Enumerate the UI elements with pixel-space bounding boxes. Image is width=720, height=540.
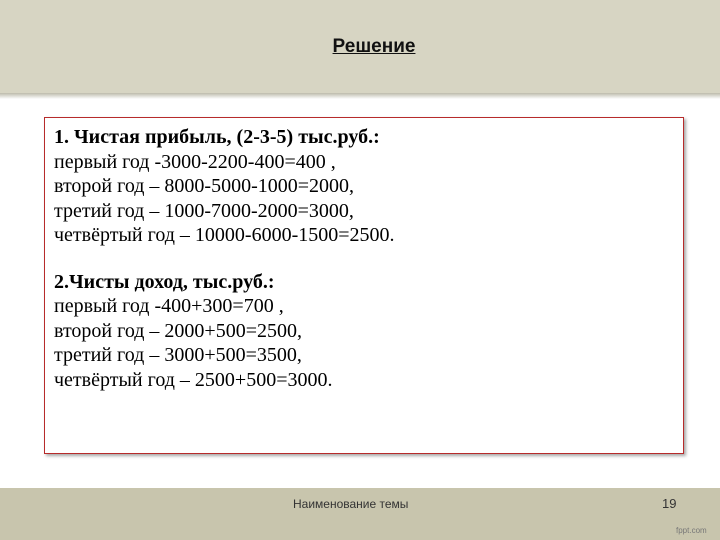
year-line: первый год -400+300=700 , xyxy=(54,295,284,317)
section-net-income xyxy=(54,270,683,393)
footer-topic: Наименование темы xyxy=(293,497,409,511)
section-heading: 1. Чистая прибыль, (2-3-5) тыс.руб.: xyxy=(54,126,380,148)
year-line: третий год – 3000+500=3500, xyxy=(54,344,302,366)
page-number: 19 xyxy=(662,496,677,511)
year-line: второй год – 2000+500=2500, xyxy=(54,319,302,342)
year-line: первый год -3000-2200-400=400 , xyxy=(54,150,336,173)
section-heading: 2.Чисты доход, тыс.руб.: xyxy=(54,270,275,293)
slide-title: Решение xyxy=(332,36,416,57)
watermark: fppt.com xyxy=(676,526,707,535)
year-line: третий год – 1000-7000-2000=3000, xyxy=(54,199,354,222)
section-net-profit xyxy=(54,125,683,248)
footer-band xyxy=(0,488,720,540)
header-shadow xyxy=(0,93,720,99)
year-line: четвёртый год – 10000-6000-1500=2500. xyxy=(54,224,395,246)
year-line: второй год – 8000-5000-1000=2000, xyxy=(54,175,355,197)
content-box xyxy=(44,117,684,454)
year-line: четвёртый год – 2500+500=3000. xyxy=(54,368,333,391)
